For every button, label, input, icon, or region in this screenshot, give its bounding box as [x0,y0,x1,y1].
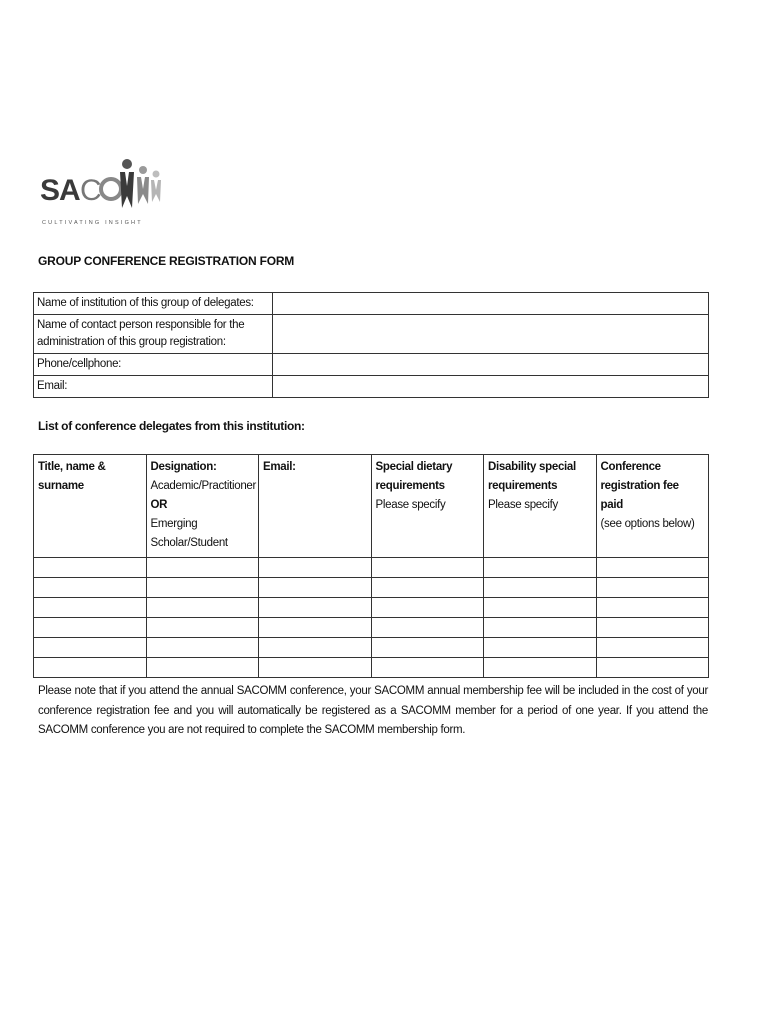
column-header-note: Academic/Practitioner [150,480,257,492]
info-label: Email: [34,376,273,398]
table-cell[interactable] [146,658,259,678]
table-cell[interactable] [146,618,259,638]
svg-text:CULTIVATING INSIGHT: CULTIVATING INSIGHT [42,220,143,226]
table-cell[interactable] [596,578,709,598]
column-header-dietary [371,455,484,558]
table-cell[interactable] [371,558,484,578]
table-cell[interactable] [371,638,484,658]
column-header-fee [596,455,709,558]
table-cell[interactable] [34,658,147,678]
column-header-note: Emerging [150,518,198,530]
email-field[interactable] [273,376,709,398]
delegates-header-row [34,455,709,558]
column-header-note: Please specify [375,499,446,511]
column-header-email [259,455,372,558]
info-row [34,293,709,315]
table-cell[interactable] [484,558,597,578]
table-cell[interactable] [484,578,597,598]
table-cell[interactable] [596,658,709,678]
info-label: Name of institution of this group of delegates: [34,293,273,315]
column-header-label: Conference registration fee paid [600,461,679,511]
svg-text:C: C [80,174,101,207]
table-cell[interactable] [596,638,709,658]
table-cell[interactable] [371,658,484,678]
column-header-label: Designation: [150,461,217,473]
column-header-note: (see options below) [600,518,695,530]
delegates-section-title: List of conference delegates from this institution: [38,419,305,433]
column-header-disability [484,455,597,558]
info-label: Name of contact person responsible for the administration of this group registration: [34,315,273,354]
table-cell[interactable] [259,658,372,678]
table-cell[interactable] [484,638,597,658]
table-cell[interactable] [259,558,372,578]
column-header-name [34,455,147,558]
column-header-label: Email: [263,461,296,473]
institution-info-table [33,292,709,398]
table-row [34,578,709,598]
info-row [34,354,709,376]
table-cell[interactable] [371,578,484,598]
table-row [34,638,709,658]
column-header-label: Special dietary requirements [375,461,453,492]
form-title: GROUP CONFERENCE REGISTRATION FORM [38,254,295,268]
table-cell[interactable] [34,598,147,618]
table-cell[interactable] [34,578,147,598]
table-cell[interactable] [34,638,147,658]
table-cell[interactable] [371,618,484,638]
table-cell[interactable] [259,618,372,638]
column-header-label: Disability special requirements [488,461,576,492]
sacomm-logo-graphic [40,156,164,228]
table-cell[interactable] [596,598,709,618]
table-cell[interactable] [596,618,709,638]
table-cell[interactable] [484,618,597,638]
column-header-note: Please specify [488,499,558,511]
table-cell[interactable] [484,658,597,678]
phone-field[interactable] [273,354,709,376]
table-cell[interactable] [259,598,372,618]
delegates-table [33,454,709,678]
institution-name-field[interactable] [273,293,709,315]
table-cell[interactable] [146,598,259,618]
table-cell[interactable] [259,638,372,658]
column-header-designation [146,455,259,558]
table-row [34,658,709,678]
info-label: Phone/cellphone: [34,354,273,376]
table-cell[interactable] [34,618,147,638]
table-cell[interactable] [146,558,259,578]
info-row [34,315,709,354]
table-row [34,558,709,578]
table-row [34,598,709,618]
table-cell[interactable] [484,598,597,618]
contact-person-field[interactable] [273,315,709,354]
table-cell[interactable] [34,558,147,578]
table-cell[interactable] [146,578,259,598]
info-row [34,376,709,398]
table-cell[interactable] [259,578,372,598]
table-cell[interactable] [596,558,709,578]
membership-note: Please note that if you attend the annual SACOMM conference, your SACOMM annual membership fee will be included in the cost of your conference registration fee and you will automatically be registered as a SACOMM member for a period of one year. If you attend the SACOMM conference you are not required to complete the SACOMM membership form. [38,685,708,736]
column-header-or: OR [150,499,168,511]
svg-text:SA: SA [40,174,80,207]
column-header-note: Scholar/Student [150,537,228,549]
table-row [34,618,709,638]
table-cell[interactable] [146,638,259,658]
column-header-label: Title, name & surname [38,461,106,492]
delegates-rows [34,558,709,678]
sacomm-logo [40,156,164,228]
table-cell[interactable] [371,598,484,618]
